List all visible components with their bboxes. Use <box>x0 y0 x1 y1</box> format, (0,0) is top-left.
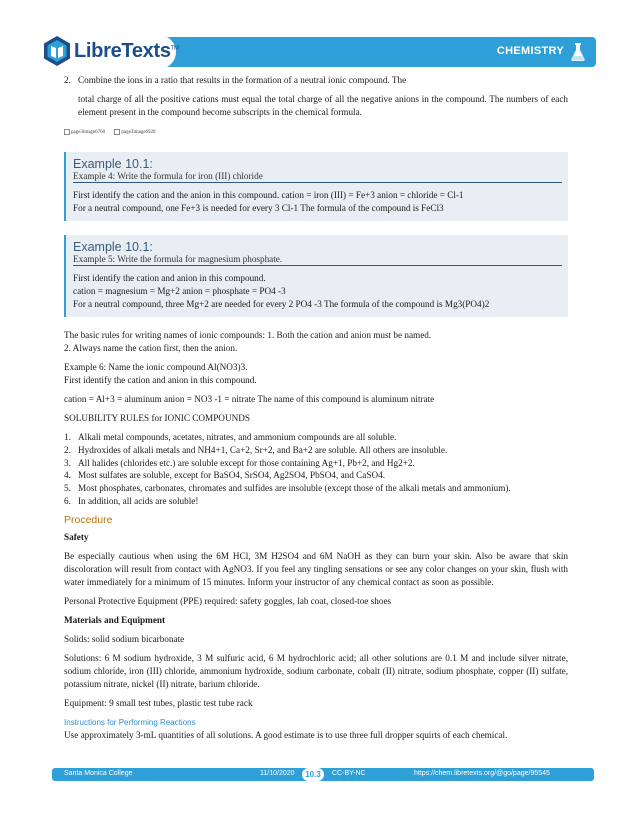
example-4-box <box>64 152 568 221</box>
example-title: Example 10.1: <box>73 240 153 254</box>
example-line: For a neutral compound, three Mg+2 are needed for every 2 PO4 -3 The formula of the compound is Mg3(PO4)2 <box>73 299 490 309</box>
broken-images-row <box>64 126 568 136</box>
footer-license: CC-BY-NC <box>332 770 366 777</box>
example-line: For a neutral compound, one Fe+3 is needed for every 3 Cl-1 The formula of the compound is FeCl3 <box>73 203 444 213</box>
solutions-text: Solutions: 6 M sodium hydroxide, 3 M sulfuric acid, 6 M hydrochloric acid; all other solutions are 0.1 M and include silver nitrate, sodium chloride, iron (III) chloride, ammonium hydroxide, sodium carbonate, cobalt (II) nitrate, sodium phosphate, copper (II) sulfate, potassium nitrate, nickel (II) nitrate, barium chloride. <box>64 652 568 689</box>
list-item: 6. In addition, all acids are soluble! <box>64 495 199 506</box>
flask-icon <box>570 42 586 62</box>
basic-rules-line: 2. Always name the cation first, then the anion. <box>64 343 238 353</box>
broken-image: page3image6920 <box>114 126 159 139</box>
example-6-answer: cation = Al+3 = aluminum anion = NO3 -1 = nitrate The name of this compound is aluminum nitrate <box>64 394 435 404</box>
ppe-text: Personal Protective Equipment (PPE) required: safety goggles, lab coat, closed-toe shoes <box>64 595 392 606</box>
libretexts-logo[interactable] <box>36 35 179 69</box>
page-footer <box>52 768 594 781</box>
example-line: cation = magnesium = Mg+2 anion = phosphate = PO4 -3 <box>73 286 286 296</box>
example-6-line: First identify the cation and anion in this compound. <box>64 375 257 385</box>
page-header <box>36 37 596 69</box>
list-item: 4. Most sulfates are soluble, except for BaSO4, SrSO4, Ag2SO4, PbSO4, and CaSO4. <box>64 470 385 481</box>
example-6-line: Example 6: Name the ionic compound Al(NO3)3. <box>64 362 248 372</box>
example-subtitle: Example 4: Write the formula for iron (III) chloride <box>73 171 562 183</box>
list-item: 2. Hydroxides of alkali metals and NH4+1, Ca+2, Sr+2, and Ba+2 are soluble. All others are insoluble. <box>64 444 448 455</box>
instructions-text: Use approximately 3-mL quantities of all solutions. A good estimate is to use three full dropper squirts of each chemical. <box>64 729 508 740</box>
materials-heading: Materials and Equipment <box>64 614 166 625</box>
step-2-text: Combine the ions in a ratio that results in the formation of a neutral ionic compound. The <box>78 75 407 85</box>
libretexts-logo-icon <box>42 35 72 67</box>
example-line: First identify the cation and anion in this compound. <box>73 273 266 283</box>
instructions-heading: Instructions for Performing Reactions <box>64 717 196 727</box>
footer-url-link[interactable]: https://chem.libretexts.org/@go/page/95545 <box>414 770 550 777</box>
example-5-box <box>64 235 568 317</box>
solubility-heading: SOLUBILITY RULES for IONIC COMPOUNDS <box>64 413 250 423</box>
list-item: 3. All halides (chlorides etc.) are soluble except for those containing Ag+1, Pb+2, and Hg2+2. <box>64 457 415 468</box>
example-line: First identify the cation and the anion in this compound. cation = iron (III) = Fe+3 anion = chloride = Cl-1 <box>73 190 464 200</box>
example-subtitle: Example 5: Write the formula for magnesium phosphate. <box>73 254 562 266</box>
solubility-rules-list <box>64 431 568 508</box>
page-content <box>64 74 568 742</box>
safety-text: Be especially cautious when using the 6M HCl, 3M H2SO4 and 6M NaOH as they can burn your skin. Also be aware that skin discoloration will result from contact with AgNO3. If you feel any tingling sensations or see any color changes on your skin, flush with water immediately for a minimum of 15 minutes. Inform your instructor of any chemical contact as soon as possible. <box>64 550 568 587</box>
solids-text: Solids: solid sodium bicarbonate <box>64 633 185 644</box>
basic-rules-line: The basic rules for writing names of ionic compounds: 1. Both the cation and anion must be named. <box>64 330 432 340</box>
page-number-badge: 10.3 <box>302 768 324 781</box>
equipment-text: Equipment: 9 small test tubes, plastic test tube rack <box>64 697 253 708</box>
procedure-heading: Procedure <box>64 513 113 526</box>
step-2-continuation: total charge of all the positive cations must equal the total charge of all the negative anions in the compound. The numbers of each element present in the compound become subscripts in the chemical formula. <box>78 94 568 117</box>
broken-image: page3image6760 <box>64 126 109 139</box>
example-title: Example 10.1: <box>73 157 153 171</box>
logo-text: LibreTexts™ <box>74 40 179 62</box>
footer-college: Santa Monica College <box>64 770 133 777</box>
subject-label[interactable]: CHEMISTRY <box>496 45 564 57</box>
safety-heading: Safety <box>64 531 89 542</box>
step-2: 2. Combine the ions in a ratio that results in the formation of a neutral ionic compound. The <box>64 75 407 85</box>
list-item: 5. Most phosphates, carbonates, chromates and sulfides are insoluble (except those of the alkali metals and ammonium). <box>64 483 511 494</box>
footer-date: 11/10/2020 <box>260 770 295 777</box>
list-item: 1. Alkali metal compounds, acetates, nitrates, and ammonium compounds are all soluble. <box>64 432 397 442</box>
